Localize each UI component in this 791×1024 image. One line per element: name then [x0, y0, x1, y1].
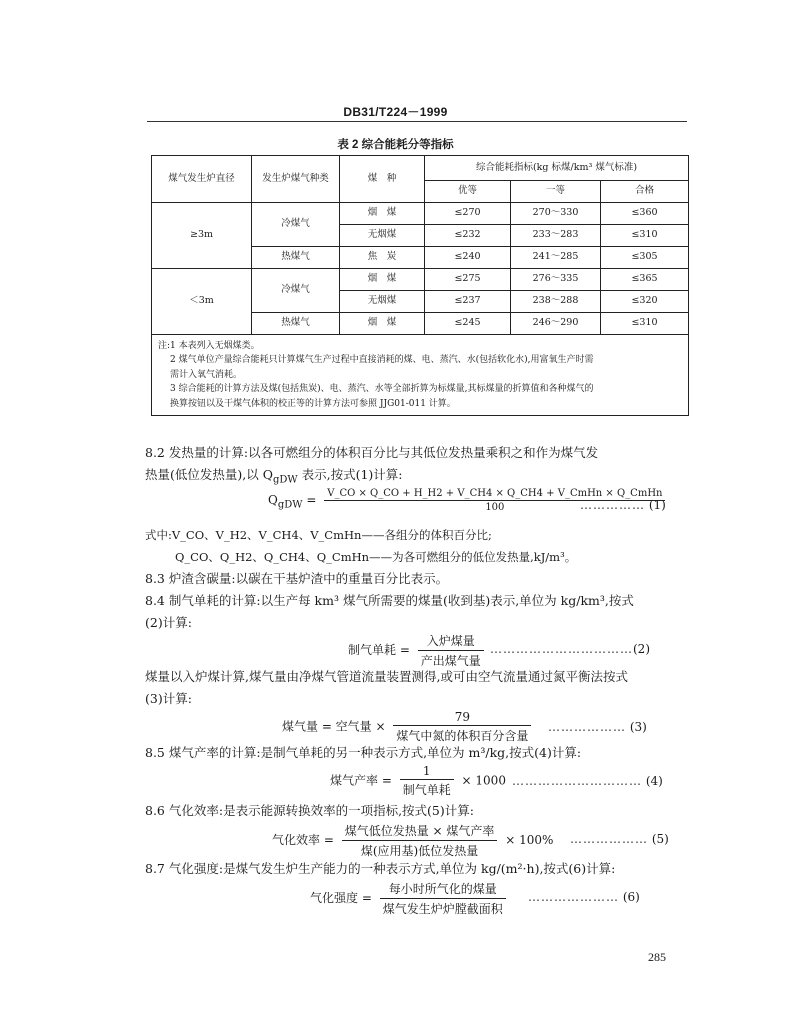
formula-5-number: ……………… (5) [570, 832, 669, 846]
formula-3-fraction: $\frac{79}{\text{煤气中氮的体积百分含量}}$ [393, 710, 531, 744]
gas-cold-1: 冷煤气 [252, 203, 340, 247]
header-energy-index: 综合能耗指标(kg 标煤/km³ 煤气标准) [425, 156, 689, 181]
coal-cell: 烟 煤 [340, 269, 425, 291]
para-8-4-line2: (2)计算: [145, 615, 192, 630]
formula-2-fraction: $\frac{\text{入炉煤量}}{\text{产出煤气量}}$ [418, 632, 484, 669]
diameter-large: ≥3m [152, 203, 252, 269]
formula-4-number: ………………………… (4) [512, 774, 663, 788]
grade2-cell: 238～288 [511, 291, 601, 313]
table-notes [152, 335, 689, 416]
para-8-5: 8.5 煤气产率的计算:是制气单耗的另一种表示方式,单位为 m³/kg,按式(4)计算: [145, 745, 582, 760]
formula-2-number: ……………………………(2) [490, 642, 650, 656]
note-3: 3 综合能耗的计算方法及煤(包括焦炭)、电、蒸汽、水等全部折算为标煤量,其标煤量的折算值和各种煤气的 [170, 384, 594, 395]
formula-3: 煤气量 = 空气量 × $\frac{79}{\text{煤气中氮的体积百分含量}}$ [282, 710, 535, 744]
formula-1-number: …………… (1) [580, 498, 666, 512]
page-number: 285 [648, 950, 666, 964]
grade1-cell: ≤270 [425, 203, 511, 225]
coal-cell: 焦 炭 [340, 247, 425, 269]
note-2-cont: 需计入氧气消耗。 [170, 369, 243, 380]
diameter-small: ＜3m [152, 269, 252, 335]
para-8-4-line3: 煤量以入炉煤计算,煤气量由净煤气管道流量装置测得,或可由空气流量通过氮平衡法按式 [145, 669, 628, 684]
grade2-cell: 270～330 [511, 203, 601, 225]
grade1-cell: ≤240 [425, 247, 511, 269]
grade1-cell: ≤245 [425, 313, 511, 335]
header-coal-type: 煤 种 [340, 156, 425, 203]
coal-cell: 无烟煤 [340, 225, 425, 247]
grade3-cell: ≤365 [601, 269, 689, 291]
gas-hot-1: 热煤气 [252, 247, 340, 269]
energy-index-table [151, 155, 689, 416]
grade2-cell: 233～283 [511, 225, 601, 247]
gas-hot-2: 热煤气 [252, 313, 340, 335]
formula-4: 煤气产率 = $\frac{1}{\text{制气单耗}}$ × 1000 [330, 764, 506, 797]
grade1-cell: ≤275 [425, 269, 511, 291]
formula-4-fraction: $\frac{1}{\text{制气单耗}}$ [400, 764, 454, 798]
header-grade-qualified: 合格 [601, 181, 689, 203]
grade3-cell: ≤360 [601, 203, 689, 225]
where-line-1: 式中:V_CO、V_H2、V_CH4、V_CmHn——各组分的体积百分比; [145, 528, 492, 542]
note-1: 注:1 本表列入无烟煤类。 [158, 341, 260, 351]
note-2: 2 煤气单位产量综合能耗只计算煤气生产过程中直接消耗的煤、电、蒸汽、水(包括软化水),用富氧生产时需 [170, 355, 594, 366]
para-8-4-line4: (3)计算: [145, 691, 192, 706]
grade1-cell: ≤232 [425, 225, 511, 247]
note-3-cont: 换算按钮以及干煤气体积的校正等的计算方法可参照 JJG01-011 计算。 [170, 398, 456, 409]
para-8-4-line1: 8.4 制气单耗的计算:以生产每 km³ 煤气所需要的煤量(收到基)表示,单位为 kg/km³,按式 [145, 593, 634, 608]
grade3-cell: ≤310 [601, 225, 689, 247]
where-line-2: Q_CO、Q_H2、Q_CH4、Q_CmHn——为各可燃组分的低位发热量,kJ/m³。 [175, 550, 577, 564]
grade3-cell: ≤310 [601, 313, 689, 335]
coal-cell: 烟 煤 [340, 203, 425, 225]
table-title: 表 2 综合能耗分等指标 [337, 139, 454, 151]
para-8-2-line1: 8.2 发热量的计算:以各可燃组分的体积百分比与其低位发热量乘积之和作为煤气发 [145, 445, 599, 460]
document-code: DB31/T224－1999 [343, 105, 448, 119]
grade2-cell: 241～285 [511, 247, 601, 269]
coal-cell: 无烟煤 [340, 291, 425, 313]
para-8-2-line2: 热量(低位发热量),以 $Q_{gDW}$ 表示,按式(1)计算: [145, 467, 403, 486]
header-grade-first: 一等 [511, 181, 601, 203]
formula-2: 制气单耗 = $\frac{\text{入炉煤量}}{\text{产出煤气量}}$ [348, 632, 488, 669]
header-gas-type: 发生炉煤气种类 [252, 156, 340, 203]
grade3-cell: ≤305 [601, 247, 689, 269]
formula-5-fraction: $\frac{\text{煤气低位发热量 × 煤气产率}}{\text{煤(应用基)低位发热量}}$ [342, 822, 498, 859]
formula-1: $Q_{gDW}$ = $\frac{\text{V\_CO × Q\_CO + H\_H2 + V\_CH4 × Q\_CH4 + V\_CmHn × Q\_CmHn}}{100}$ [268, 488, 669, 513]
grade2-cell: 276～335 [511, 269, 601, 291]
formula-6-number: ………………… (6) [528, 890, 640, 904]
header-grade-excellent: 优等 [425, 181, 511, 203]
grade1-cell: ≤237 [425, 291, 511, 313]
coal-cell: 烟 煤 [340, 313, 425, 335]
grade2-cell: 246～290 [511, 313, 601, 335]
para-8-7: 8.7 气化强度:是煤气发生炉生产能力的一种表示方式,单位为 kg/(m²·h),按式(6)计算: [145, 861, 616, 876]
formula-3-number: ……………… (3) [548, 720, 647, 734]
formula-5: 气化效率 = $\frac{\text{煤气低位发热量 × 煤气产率}}{\text{煤(应用基)低位发热量}}$ × 100% [272, 824, 554, 858]
para-8-6: 8.6 气化效率:是表示能源转换效率的一项指标,按式(5)计算: [145, 803, 474, 818]
gas-cold-2: 冷煤气 [252, 269, 340, 313]
header-rule [147, 121, 687, 122]
formula-6-fraction: $\frac{\text{每小时所气化的煤量}}{\text{煤气发生炉炉膛截面积}}$ [380, 880, 506, 917]
formula-6: 气化强度 = $\frac{\text{每小时所气化的煤量}}{\text{煤气发生炉炉膛截面积}}$ [310, 880, 510, 917]
grade3-cell: ≤320 [601, 291, 689, 313]
header-gasifier-diameter: 煤气发生炉直径 [152, 156, 252, 203]
formula-1-fraction: $\frac{\text{V\_CO × Q\_CO + H\_H2 + V\_CH4 × Q\_CH4 + V\_CmHn × Q\_CmHn}}{100}$ [324, 488, 665, 513]
para-8-3: 8.3 炉渣含碳量:以碳在干基炉渣中的重量百分比表示。 [145, 571, 449, 586]
